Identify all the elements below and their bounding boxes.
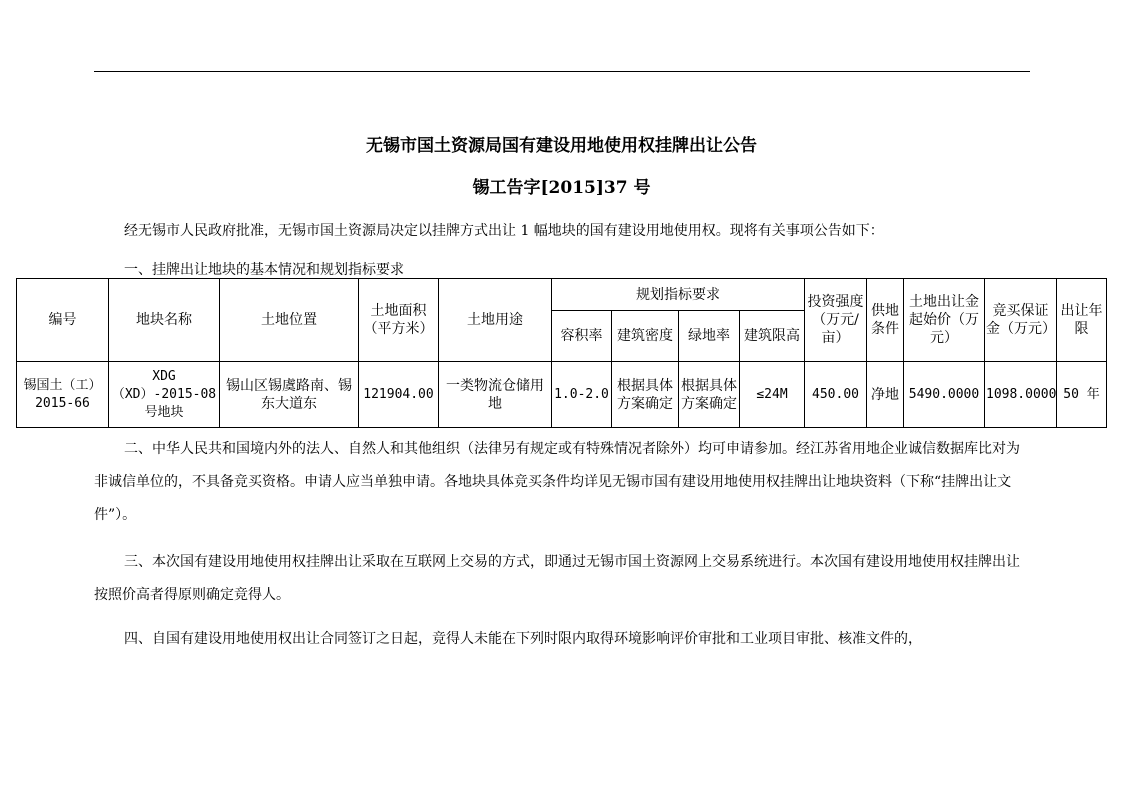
header-use: 土地用途	[439, 279, 552, 362]
header-green: 绿地率	[679, 311, 740, 362]
section4-paragraph: 四、自国有建设用地使用权出让合同签订之日起，竞得人未能在下列时限内取得环境影响评价审批和工业项目审批、核准文件的，	[124, 631, 922, 647]
header-term: 出让年限	[1057, 279, 1107, 362]
cell-height: ≤24M	[740, 362, 805, 428]
parcel-table	[16, 278, 1107, 428]
section3-paragraph: 三、本次国有建设用地使用权挂牌出让采取在互联网上交易的方式，即通过无锡市国土资源网上交易系统进行。本次国有建设用地使用权挂牌出让按照价高者得原则确定竞得人。	[94, 554, 1020, 603]
header-supply: 供地条件	[867, 279, 904, 362]
section2-paragraph: 二、中华人民共和国境内外的法人、自然人和其他组织（法律另有规定或有特殊情况者除外）均可申请参加。经江苏省用地企业诚信数据库比对为非诚信单位的，不具备竞买资格。申请人应当单独申请。各地块具体竞买条件均详见无锡市国有建设用地使用权挂牌出让地块资料（下称“挂牌出让文件”）。	[94, 441, 1020, 523]
cell-supply: 净地	[867, 362, 904, 428]
cell-code: 锡国土（工）2015-66	[17, 362, 109, 428]
cell-name: XDG（XD）-2015-08 号地块	[109, 362, 220, 428]
header-height: 建筑限高	[740, 311, 805, 362]
cell-investment: 450.00	[805, 362, 867, 428]
document-title: 无锡市国土资源局国有建设用地使用权挂牌出让公告	[366, 136, 757, 156]
cell-deposit: 1098.0000	[985, 362, 1057, 428]
cell-density: 根据具体方案确定	[612, 362, 679, 428]
cell-location: 锡山区锡虞路南、锡东大道东	[220, 362, 359, 428]
header-rule	[94, 71, 1030, 72]
cell-start-price: 5490.0000	[904, 362, 985, 428]
header-name: 地块名称	[109, 279, 220, 362]
header-investment: 投资强度（万元/亩）	[805, 279, 867, 362]
cell-area: 121904.00	[359, 362, 439, 428]
header-location: 土地位置	[220, 279, 359, 362]
header-deposit: 竞买保证金（万元）	[985, 279, 1057, 362]
table-row	[17, 362, 1107, 428]
header-code: 编号	[17, 279, 109, 362]
cell-green: 根据具体方案确定	[679, 362, 740, 428]
header-planning-group: 规划指标要求	[552, 279, 805, 311]
cell-term: 50 年	[1057, 362, 1107, 428]
section1-heading: 一、挂牌出让地块的基本情况和规划指标要求	[124, 262, 404, 278]
cell-use: 一类物流仓储用地	[439, 362, 552, 428]
header-density: 建筑密度	[612, 311, 679, 362]
header-start-price: 土地出让金起始价（万元）	[904, 279, 985, 362]
header-area: 土地面积（平方米）	[359, 279, 439, 362]
document-number: 锡工告字[2015]37 号	[472, 178, 651, 198]
intro-paragraph: 经无锡市人民政府批准，无锡市国土资源局决定以挂牌方式出让 1 幅地块的国有建设用地使用权。现将有关事项公告如下：	[124, 223, 884, 239]
header-far: 容积率	[552, 311, 612, 362]
cell-far: 1.0-2.0	[552, 362, 612, 428]
